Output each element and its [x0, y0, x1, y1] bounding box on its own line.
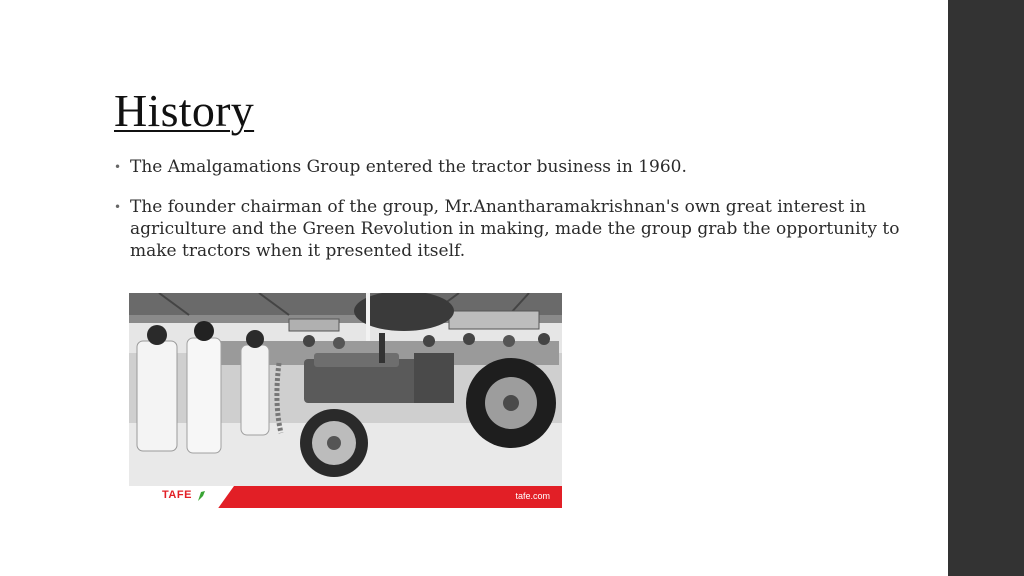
- photo-illustration: [129, 293, 562, 486]
- bullet-list: [114, 156, 914, 280]
- bullet-text: The founder chairman of the group, Mr.Anantharamakrishnan's own great interest in agriculture and the Green Revolution in making, made the group grab the opportunity to make tractors when it presented itself.: [130, 197, 900, 261]
- bullet-dot-icon: •: [114, 160, 122, 174]
- tafe-logo: TAFE: [162, 489, 192, 501]
- bullet-text: The Amalgamations Group entered the tractor business in 1960.: [130, 157, 687, 177]
- bullet-dot-icon: •: [114, 200, 122, 214]
- bullet-item: [114, 156, 914, 178]
- leaf-icon: [197, 490, 206, 502]
- side-bar: [948, 0, 1024, 576]
- website-text: tafe.com: [515, 491, 550, 501]
- bullet-item: [114, 196, 914, 262]
- slide-title: History: [114, 85, 255, 136]
- historical-tractor-photo: [129, 293, 562, 508]
